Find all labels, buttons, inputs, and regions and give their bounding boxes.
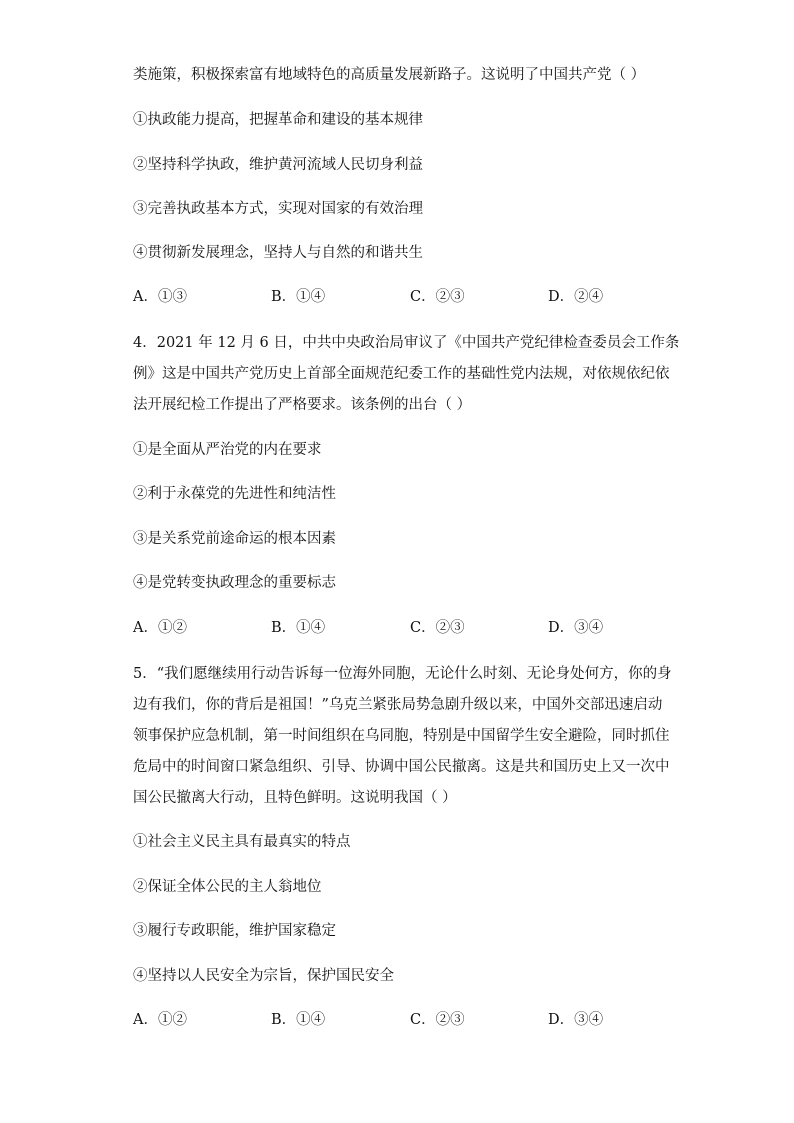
q4-choice-d[interactable]: D．③④ [548,620,604,636]
q3-choice-a[interactable]: A．①③ [133,289,187,305]
q3-stem-line: 类施策，积极探索富有地域特色的高质量发展新路子。这说明了中国共产党（ ） [133,67,646,83]
q5-stem-line: 危局中的时间窗口紧急组织、引导、协调中国公民撤离。这是共和国历史上又一次中 [133,759,670,775]
q4-stem-line: 例》这是中国共产党历史上首部全面规范纪委工作的基础性党内法规，对依规依纪依 [133,366,670,382]
q5-option-4: ④坚持以人民安全为宗旨，保护国民安全 [133,968,394,984]
q5-choice-b[interactable]: B．①④ [271,1012,326,1028]
q4-stem-line: 4．2021 年 12 月 6 日，中共中央政治局审议了《中国共产党纪律检查委员会工作条 [133,335,680,351]
q3-answer-choices [133,287,693,307]
q4-option-2: ②利于永葆党的先进性和纯洁性 [133,486,336,502]
q4-choice-a[interactable]: A．①② [133,620,187,636]
q3-choice-c[interactable]: C．②③ [410,289,465,305]
q5-option-1: ①社会主义民主具有最真实的特点 [133,834,351,850]
q3-choice-d[interactable]: D．②④ [548,289,604,305]
q3-choice-b[interactable]: B．①④ [271,289,326,305]
q3-option-2: ②坚持科学执政，维护黄河流域人民切身利益 [133,157,423,173]
q4-option-3: ③是关系党前途命运的根本因素 [133,531,336,547]
q5-stem-line: 5．“我们愿继续用行动告诉每一位海外同胞，无论什么时刻、无论身处何方，你的身 [133,666,672,682]
q4-option-4: ④是党转变执政理念的重要标志 [133,575,336,591]
q5-option-3: ③履行专政职能，维护国家稳定 [133,923,336,939]
q4-choice-c[interactable]: C．②③ [410,620,465,636]
q3-option-3: ③完善执政基本方式，实现对国家的有效治理 [133,201,423,217]
q3-option-4: ④贯彻新发展理念，坚持人与自然的和谐共生 [133,245,423,261]
q4-answer-choices [133,618,693,638]
q4-choice-b[interactable]: B．①④ [271,620,326,636]
q5-choice-d[interactable]: D．③④ [548,1012,604,1028]
q5-choice-a[interactable]: A．①② [133,1012,187,1028]
q5-answer-choices [133,1010,693,1030]
q3-option-1: ①执政能力提高，把握革命和建设的基本规律 [133,112,423,128]
q5-stem-line: 国公民撤离大行动，且特色鲜明。这说明我国（ ） [133,790,457,806]
q4-option-1: ①是全面从严治党的内在要求 [133,442,322,458]
q5-stem-line: 边有我们，你的背后是祖国！”乌克兰紧张局势急剧升级以来，中国外交部迅速启动 [133,697,663,713]
q5-option-2: ②保证全体公民的主人翁地位 [133,879,322,895]
q5-choice-c[interactable]: C．②③ [410,1012,465,1028]
q4-stem-line: 法开展纪检工作提出了严格要求。该条例的出台（ ） [133,397,472,413]
q5-stem-line: 领事保护应急机制，第一时间组织在乌同胞，特别是中国留学生安全避险，同时抓住 [133,728,670,744]
